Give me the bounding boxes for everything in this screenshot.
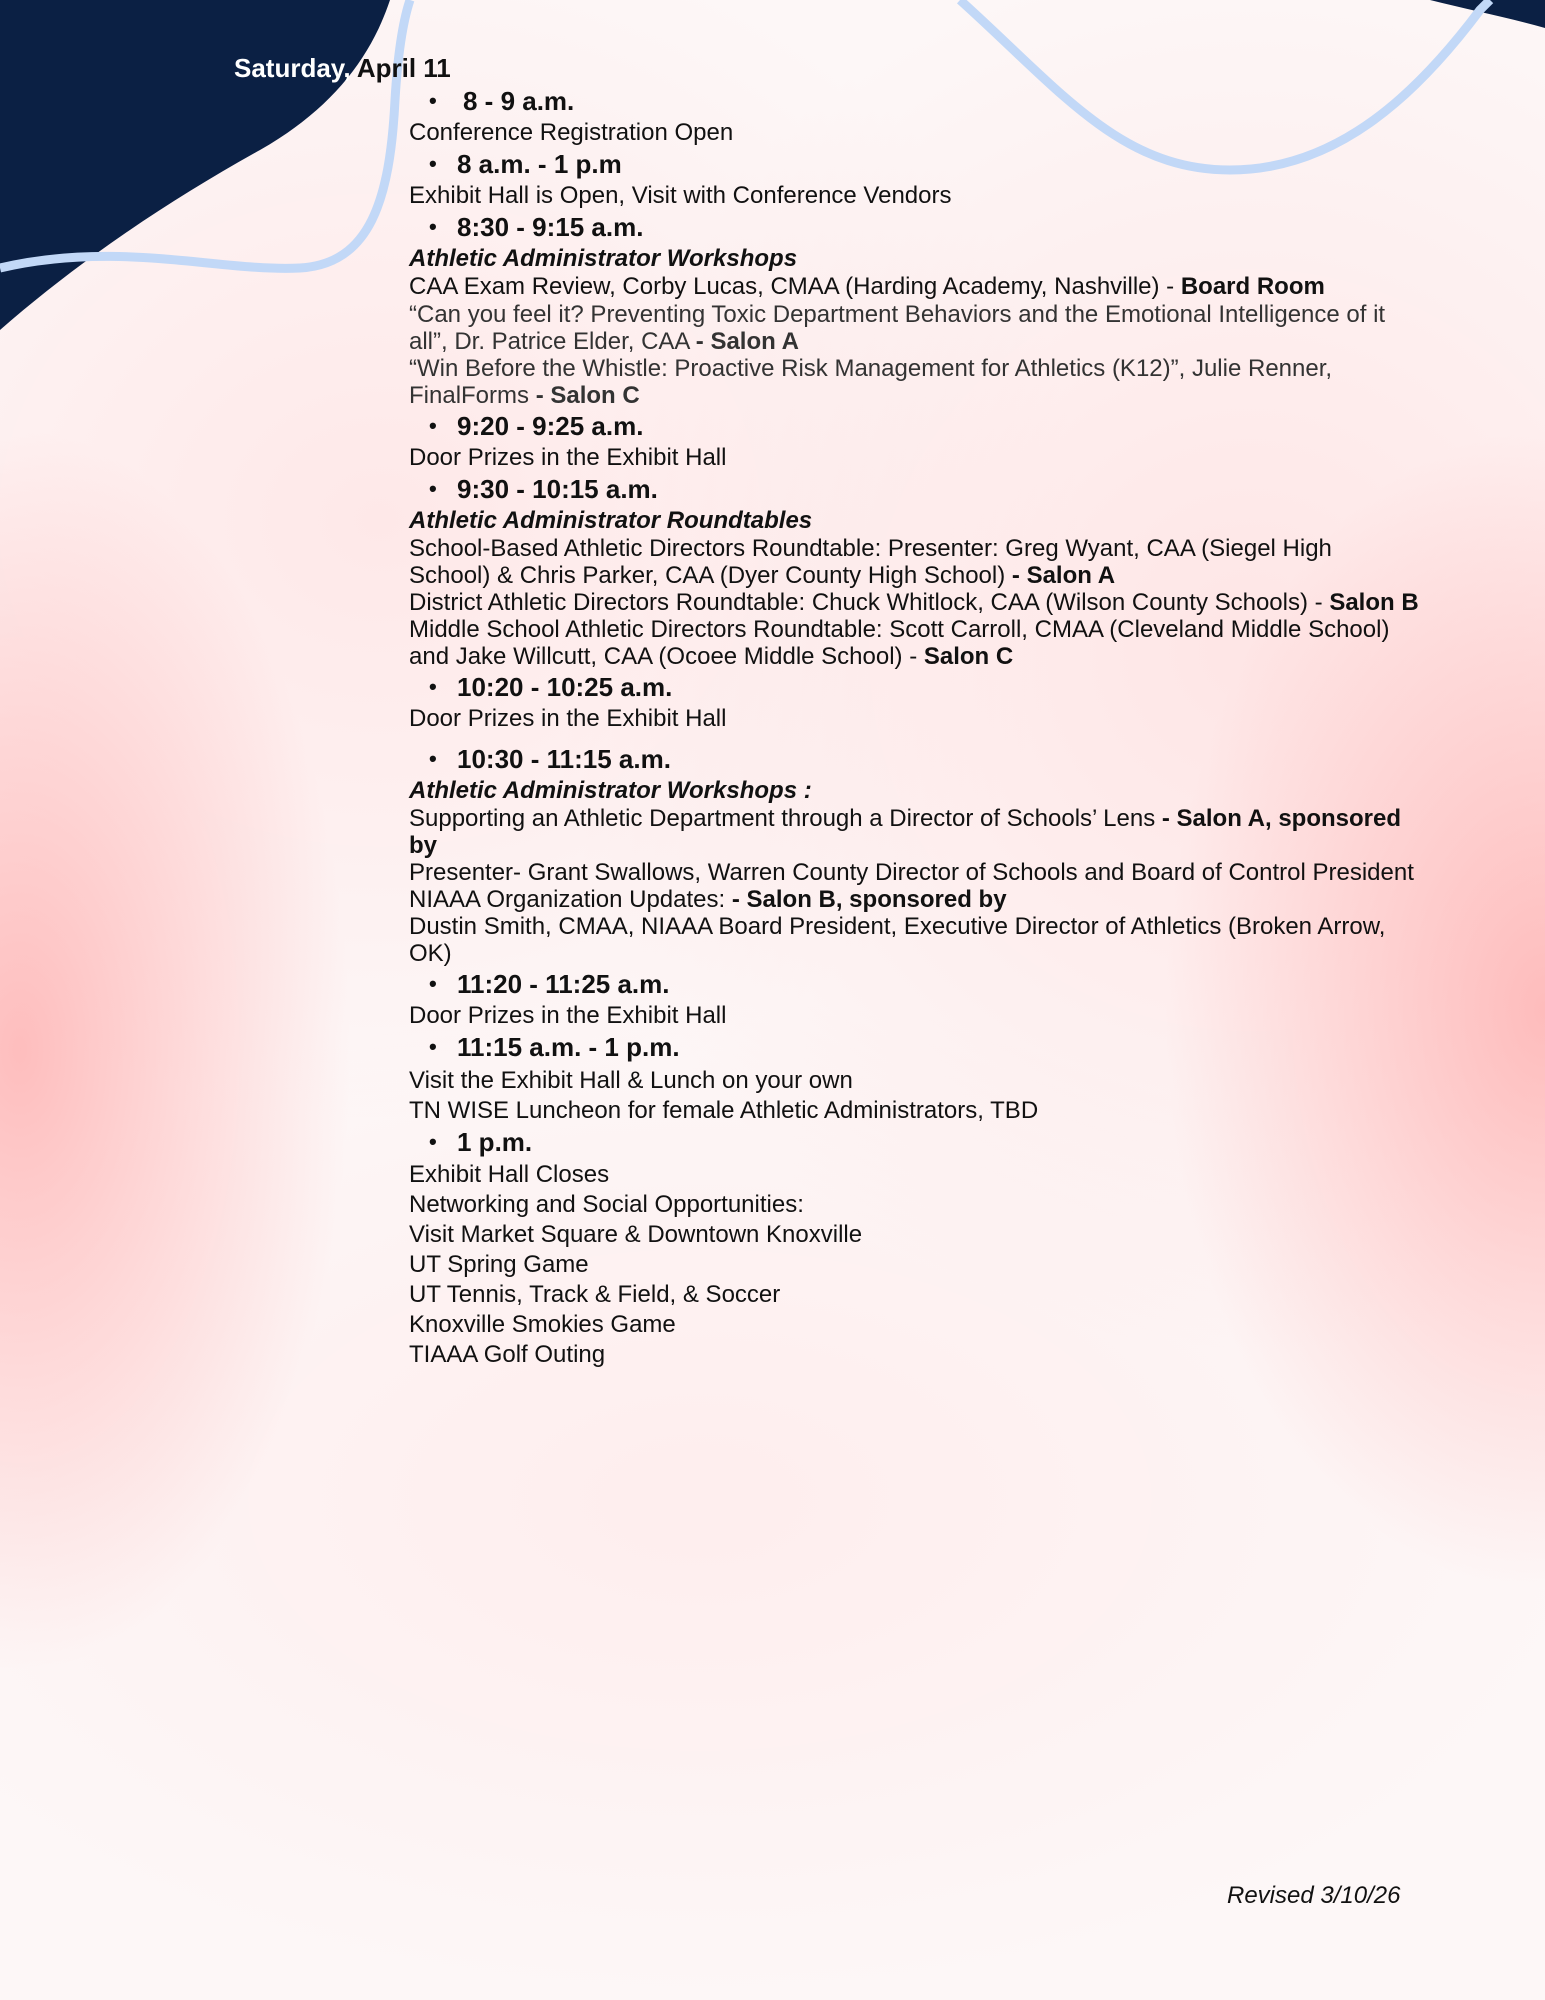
- session-title: Athletic Administrator Roundtables: [409, 507, 813, 534]
- time-slot: [409, 148, 1419, 210]
- time-label: • 9:30 - 10:15 a.m.: [409, 473, 1419, 505]
- event-line: Door Prizes in the Exhibit Hall: [409, 1002, 727, 1029]
- time-slot: [409, 473, 1419, 670]
- session-item-text: NIAAA Organization Updates:: [409, 886, 732, 913]
- event-line: Visit Market Square & Downtown Knoxville: [409, 1221, 863, 1248]
- time-label: • 11:20 - 11:25 a.m.: [409, 968, 1419, 1000]
- session-title: Athletic Administrator Workshops: [409, 245, 798, 272]
- time-slot: [409, 1031, 1419, 1125]
- session-location: - Salon B, sponsored by: [731, 886, 1007, 913]
- session-item: [409, 805, 1419, 859]
- event-line: Visit the Exhibit Hall & Lunch on your own: [409, 1067, 853, 1094]
- session-location: - Salon A: [1011, 562, 1116, 589]
- session-item-text: Dustin Smith, CMAA, NIAAA Board President, Executive Director of Athletics (Broken Arrow, OK): [409, 913, 1386, 967]
- session-location: Salon B: [1329, 589, 1419, 616]
- event-line: Conference Registration Open: [409, 119, 734, 146]
- session-item: [409, 886, 1419, 913]
- time-slot: [409, 410, 1419, 472]
- session-item: [409, 301, 1419, 355]
- event-line: Door Prizes in the Exhibit Hall: [409, 705, 727, 732]
- event-line: UT Spring Game: [409, 1251, 589, 1278]
- session-item-text: CAA Exam Review, Corby Lucas, CMAA (Harding Academy, Nashville) -: [409, 273, 1181, 300]
- schedule: [409, 84, 1419, 1370]
- time-label: • 10:20 - 10:25 a.m.: [409, 671, 1419, 703]
- time-label: • 10:30 - 11:15 a.m.: [409, 743, 1419, 775]
- time-slot: [409, 671, 1419, 733]
- event-line: Exhibit Hall is Open, Visit with Conference Vendors: [409, 182, 952, 209]
- day-heading: [234, 53, 451, 84]
- session-item-text: Middle School Athletic Directors Roundtable: Scott Carroll, CMAA (Cleveland Middle School) and Jake Willcutt, CAA (Ocoee Middle School) -: [409, 616, 1390, 670]
- time-slot: [409, 85, 1419, 147]
- time-label: • 8 a.m. - 1 p.m: [409, 148, 1419, 180]
- session-location: - Salon C: [535, 382, 640, 409]
- time-slot: [409, 968, 1419, 1030]
- event-line: Exhibit Hall Closes: [409, 1161, 610, 1188]
- time-label: • 8:30 - 9:15 a.m.: [409, 211, 1419, 243]
- session-item-text: District Athletic Directors Roundtable: Chuck Whitlock, CAA (Wilson County Schools) -: [409, 589, 1330, 616]
- time-label: • 9:20 - 9:25 a.m.: [409, 410, 1419, 442]
- session-location: Salon C: [923, 643, 1014, 670]
- event-line: TIAAA Golf Outing: [409, 1341, 606, 1368]
- time-label: • 1 p.m.: [409, 1126, 1419, 1158]
- event-line: UT Tennis, Track & Field, & Soccer: [409, 1281, 781, 1308]
- session-location: Board Room: [1180, 273, 1325, 300]
- session-item: [409, 859, 1419, 886]
- day-heading-weekday: Saturday,: [234, 53, 351, 83]
- session-item: [409, 273, 1419, 301]
- time-slot: [409, 211, 1419, 409]
- navy-corner-shape: [0, 0, 390, 330]
- session-item: [409, 355, 1419, 409]
- session-item-text: “Win Before the Whistle: Proactive Risk Management for Athletics (K12)”, Julie Renner, FinalForms: [409, 355, 1333, 409]
- event-line: TN WISE Luncheon for female Athletic Administrators, TBD: [409, 1097, 1039, 1124]
- event-line: Door Prizes in the Exhibit Hall: [409, 444, 727, 471]
- time-label: • 11:15 a.m. - 1 p.m.: [409, 1031, 1419, 1063]
- time-label: • 8 - 9 a.m.: [409, 85, 1419, 117]
- session-item-text: Presenter- Grant Swallows, Warren County Director of Schools and Board of Control President: [409, 859, 1414, 886]
- session-location: - Salon A: [695, 328, 799, 355]
- session-location: - Salon A, sponsored by: [409, 805, 1402, 859]
- time-slot: [409, 743, 1419, 967]
- session-item-text: “Can you feel it? Preventing Toxic Department Behaviors and the Emotional Intelligence of it all”, Dr. Patrice Elder, CAA: [409, 301, 1386, 355]
- event-line: Knoxville Smokies Game: [409, 1311, 676, 1338]
- revised-date: Revised 3/10/26: [1227, 1882, 1401, 1909]
- event-line: Networking and Social Opportunities:: [409, 1191, 804, 1218]
- session-item: [409, 589, 1419, 616]
- session-item: [409, 535, 1419, 589]
- session-item: [409, 913, 1419, 967]
- day-heading-date: April 11: [356, 53, 451, 83]
- session-item-text: Supporting an Athletic Department through a Director of Schools’ Lens: [409, 805, 1162, 832]
- session-title: Athletic Administrator Workshops :: [409, 777, 812, 804]
- time-slot: [409, 1126, 1419, 1370]
- session-item-text: School-Based Athletic Directors Roundtable: Presenter: Greg Wyant, CAA (Siegel High School) & Chris Parker, CAA (Dyer County High School): [409, 535, 1332, 589]
- session-item: [409, 616, 1419, 670]
